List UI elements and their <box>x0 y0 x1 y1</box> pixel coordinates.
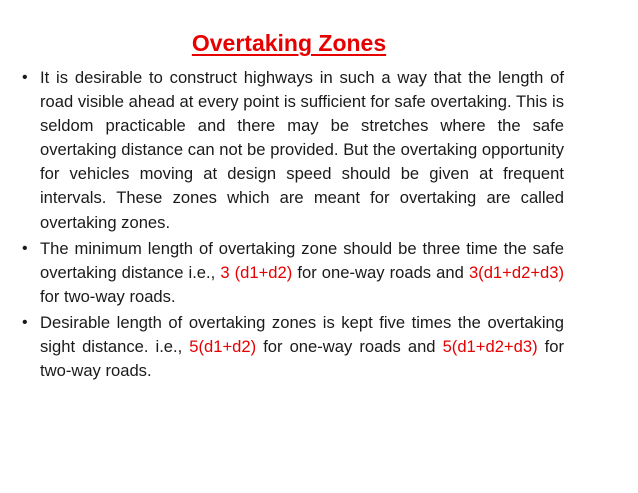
bullet-item-2 <box>22 237 564 309</box>
formula-two-way: 5(d1+d2+d3) <box>442 337 538 357</box>
bullet-icon: • <box>22 313 28 331</box>
bullet-item-1 <box>22 66 564 235</box>
bullet-text: It is desirable to construct highways in such a way that the length of road visible ahead at every point is sufficient for safe overtaking. This is seldom practicable and there may be stretches where the safe overtaking distance can not be provided. But the overtaking opportunity for vehicles moving at design speed should be given at frequent intervals. These zones which are meant for overtaking are called overtaking zones. <box>40 68 564 232</box>
bullet-item-3 <box>22 311 564 383</box>
bullet-icon: • <box>22 239 28 257</box>
bullet-text: for one-way roads and <box>256 337 443 357</box>
slide-title: Overtaking Zones <box>191 30 387 56</box>
bullet-text: Desirable length of overtaking zones is kept five times the overtaking sight distance. i.e., <box>40 312 564 357</box>
formula-one-way: 5(d1+d2) <box>189 337 257 357</box>
bullet-text: for two-way roads. <box>40 337 564 381</box>
bullet-text: for two-way roads. <box>40 286 176 306</box>
formula-two-way: 3(d1+d2+d3) <box>468 262 564 282</box>
formula-one-way: 3 (d1+d2) <box>220 262 293 282</box>
bullet-text: for one-way roads and <box>292 262 469 282</box>
bullet-list <box>22 66 564 385</box>
bullet-icon: • <box>22 69 28 86</box>
bullet-text: The minimum length of overtaking zone should be three time the safe overtaking distance i.e., <box>40 238 564 282</box>
